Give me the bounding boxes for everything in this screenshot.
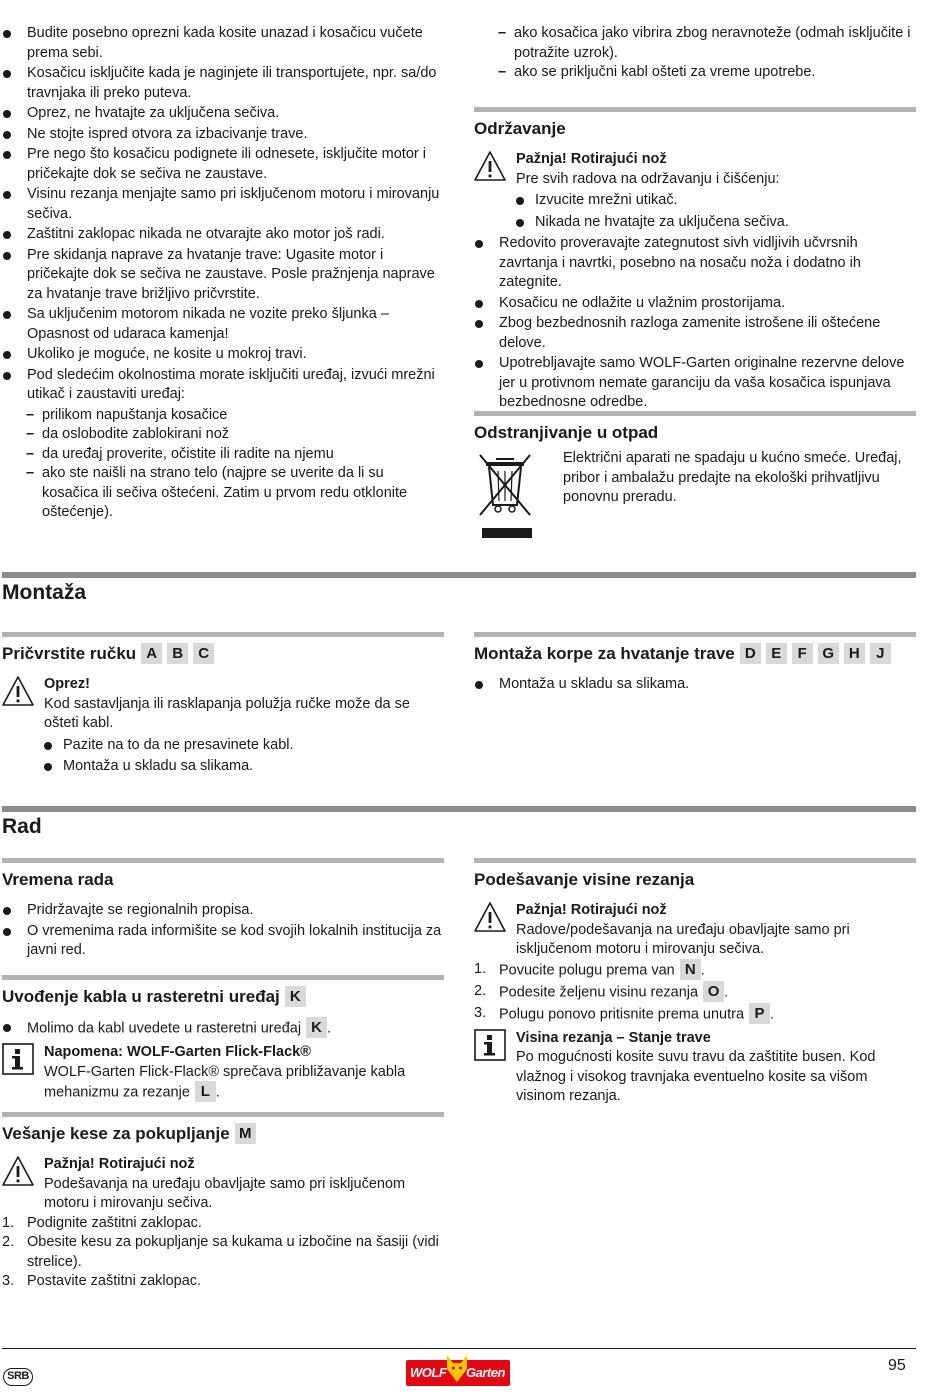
step-text: Postavite zaštitni zaklopac. — [27, 1273, 202, 1290]
warning-triangle-icon — [2, 675, 34, 707]
page-number: 95 — [888, 1357, 906, 1374]
dash-item: – da uređaj proverite, očistite ili radite na njemu — [2, 445, 444, 465]
crossed-bin-icon — [476, 451, 534, 541]
warning-triangle-icon — [474, 901, 506, 933]
figure-badge: K — [306, 1017, 327, 1038]
dash-item: – prilikom napuštanja kosačice — [2, 406, 444, 426]
section-title: Odstranjivanje u otpad — [474, 423, 659, 442]
step-text: Polugu ponovo pritisnite prema unutra — [499, 1005, 745, 1022]
figure-badge: B — [167, 643, 188, 664]
note-text: Po mogućnosti kosite suvu travu da zaštitite busen. Kod vlažnog i visokog travnjaka eventuelno kosite sa višom visinom rezanja. — [516, 1049, 876, 1104]
note-title: Visina rezanja – Stanje trave — [516, 1029, 711, 1046]
figure-badge: E — [766, 643, 787, 664]
section-title — [474, 643, 916, 665]
section-title: Vremena rada — [2, 870, 114, 889]
step-item — [2, 1233, 444, 1272]
section-title-text: Vešanje kese za pokupljanje — [2, 1124, 230, 1143]
list-item: Nikada ne hvatajte za uključena sečiva. — [474, 213, 916, 233]
section-title — [2, 986, 444, 1008]
list-item: Zaštitni zaklopac nikada ne otvarajte ako motor još radi. — [2, 225, 444, 245]
disposal-text: Električni aparati ne spadaju u kućno smeće. Uređaj, pribor i ambalažu predajte na ekološki prihvatljivu ponovnu preradu. — [563, 450, 902, 505]
safety-list-left — [2, 24, 444, 523]
section-divider — [474, 411, 916, 416]
step-item — [2, 1272, 444, 1292]
section-title — [2, 1123, 444, 1145]
section-title: Održavanje — [474, 119, 566, 138]
figure-badge: N — [680, 959, 701, 980]
section-title — [2, 643, 444, 665]
list-item: Oprez, ne hvatajte za uključena sečiva. — [2, 104, 444, 124]
step-text: Povucite polugu prema van — [499, 961, 675, 978]
maintenance-section — [474, 107, 916, 414]
figure-badge: C — [193, 643, 214, 664]
step-number: 3. — [2, 1273, 15, 1290]
section-divider — [2, 858, 444, 863]
figure-badge: M — [235, 1123, 256, 1144]
warning-note — [474, 901, 916, 960]
info-icon — [2, 1043, 34, 1075]
figure-badge: F — [792, 643, 813, 664]
step-item: 3. Polugu ponovo pritisnite prema unutra P . — [474, 1004, 775, 1022]
logo-text-garten: Garten — [466, 1365, 505, 1380]
list-item: Pridržavajte se regionalnih propisa. — [2, 901, 444, 921]
section-divider — [2, 1112, 444, 1117]
figure-badge: J — [870, 643, 891, 664]
list-item: Zbog bezbednosnih razloga zamenite istrošene ili oštećene delove. — [474, 314, 916, 353]
step-item: 1. Povucite polugu prema van N . — [474, 960, 705, 978]
step-number: 3. — [474, 1004, 487, 1021]
list-item: Ne stojte ispred otvora za izbacivanje trave. — [2, 125, 444, 145]
list-item: Kosačicu ne odlažite u vlažnim prostorijama. — [474, 294, 916, 314]
list-item: Upotrebljavajte samo WOLF-Garten originalne rezervne delove jer u protivnom nemate garanciju da vaša kosačica ispunjava bezbednosne odredbe. — [474, 354, 916, 413]
figure-badge: L — [195, 1081, 216, 1102]
list-item: Budite posebno oprezni kada kosite unazad i kosačicu vučete prema sebi. — [2, 24, 444, 63]
caution-title: Oprez! — [44, 676, 90, 693]
language-badge: SRB — [3, 1368, 33, 1386]
work-times-section — [2, 858, 444, 962]
section-title: Podešavanje visine rezanja — [474, 870, 695, 889]
section-divider — [474, 107, 916, 112]
chapter-title: Rad — [2, 815, 42, 838]
info-icon — [474, 1029, 506, 1061]
list-item: Pazite na to da ne presavinete kabl. — [2, 736, 444, 756]
note-text: WOLF-Garten Flick-Flack® sprečava približavanje kabla mehanizmu za rezanje L . — [44, 1063, 406, 1101]
list-item: Izvucite mrežni utikač. — [474, 191, 916, 211]
note-text-body: WOLF-Garten Flick-Flack® sprečava približavanje kabla mehanizmu za rezanje — [44, 1063, 406, 1101]
list-item-text: Molimo da kabl uvedete u rasteretni uređaj — [27, 1020, 302, 1037]
list-item: Montaža u skladu sa slikama. — [474, 675, 916, 695]
step-item — [2, 1214, 444, 1234]
step-number: 1. — [474, 960, 487, 977]
section-divider — [474, 632, 916, 637]
warning-title: Pažnja! Rotirajući nož — [516, 902, 667, 918]
warning-triangle-icon — [474, 150, 506, 182]
footer-divider — [2, 1348, 916, 1349]
warning-title: Pažnja! Rotirajući nož — [44, 1156, 195, 1173]
section-divider — [2, 975, 444, 980]
warning-note — [2, 1155, 444, 1214]
dash-item: – ako kosačica jako vibrira zbog neravnoteže (odmah isključite i potražite uzrok). — [474, 24, 916, 63]
list-item: Kosačicu isključite kada je naginjete ili transportujete, npr. sa/do travnjaka ili preko puteva. — [2, 64, 444, 103]
list-item: Ukoliko je moguće, ne kosite u mokroj travi. — [2, 345, 444, 365]
step-number: 2. — [2, 1234, 15, 1251]
figure-badge: D — [740, 643, 761, 664]
section-title-text: Pričvrstite ručku — [2, 644, 137, 663]
list-item: Visinu rezanja menjajte samo pri isključenom motoru i mirovanju sečiva. — [2, 185, 444, 224]
warning-note — [474, 150, 916, 189]
warning-text: Radove/podešavanja na uređaju obavljajte samo pri isključenom motoru i mirovanju sečiva. — [516, 921, 850, 957]
warning-text: Pre svih radova na održavanju i čišćenju: — [516, 170, 780, 187]
figure-badge: K — [285, 986, 306, 1007]
section-divider — [474, 858, 916, 863]
disposal-section — [474, 411, 916, 505]
figure-badge: G — [818, 643, 839, 664]
warning-triangle-icon — [2, 1155, 34, 1187]
bag-section — [2, 1112, 444, 1292]
list-item: Montaža u skladu sa slikama. — [2, 757, 444, 777]
step-item: 2. Podesite željenu visinu rezanja O . — [474, 982, 729, 1000]
caution-note — [2, 675, 444, 734]
cutting-height-section — [474, 858, 916, 1107]
basket-section — [474, 632, 916, 696]
figure-badge: A — [141, 643, 162, 664]
list-item: Molimo da kabl uvedete u rasteretni uređaj K . — [2, 1018, 444, 1039]
section-title-text: Montaža korpe za hvatanje trave — [474, 644, 735, 663]
step-text: Obesite kesu za pokupljanje sa kukama u izbočine na šasiji (vidi strelice). — [27, 1234, 439, 1270]
cable-section — [2, 975, 444, 1103]
dash-item: – da oslobodite zablokirani nož — [2, 425, 444, 445]
list-item: Redovito proveravajte zategnutost sivh vidljivih učvrsnih zavrtanja i navrtki, posebno na nosaču noža i dodatno ih zategnite. — [474, 234, 916, 293]
list-item: Pre nego što kosačicu podignete ili odnesete, isključite motor i pričekajte dok se sečiva ne zaustave. — [2, 145, 444, 184]
dash-item: – ako ste naišli na strano telo (najpre se uverite da li su kosačica ili sečiva oštećeni. Zatim u prvom redu otklonite oštećenje). — [2, 464, 444, 523]
dash-item: – ako se priključni kabl ošteti za vreme upotrebe. — [474, 63, 916, 83]
warning-title: Pažnja! Rotirajući nož — [516, 151, 667, 167]
figure-badge: O — [703, 981, 724, 1002]
step-number: 2. — [474, 982, 487, 999]
list-item: Pod sledećim okolnostima morate isključiti uređaj, izvući mrežni utikač i zaustaviti uređaj: — [2, 366, 444, 405]
step-text: Podignite zaštitni zaklopac. — [27, 1214, 202, 1231]
list-item: Pre skidanja naprave za hvatanje trave: Ugasite motor i pričekajte dok se sečiva ne zaustave. Posle pražnjenja naprave za hvatanje trave brižljivo pričvrstite. — [2, 246, 444, 305]
info-note — [474, 1029, 916, 1107]
step-number: 1. — [2, 1214, 15, 1231]
warning-text: Podešavanja na uređaju obavljajte samo pri isključenom motoru i mirovanju sečiva. — [44, 1175, 406, 1212]
list-item: Sa uključenim motorom nikada ne vozite preko šljunka – Opasnost od udaraca kamenja! — [2, 305, 444, 344]
figure-badge: H — [844, 643, 865, 664]
chapter-title: Montaža — [2, 581, 86, 604]
step-text: Podesite željenu visinu rezanja — [499, 983, 699, 1000]
safety-list-right — [474, 24, 916, 83]
logo-text-wolf: WOLF — [410, 1365, 447, 1380]
list-item: O vremenima rada informišite se kod svojih lokalnih institucija za javni red. — [2, 922, 444, 961]
figure-badge: P — [749, 1003, 770, 1024]
info-note — [2, 1043, 444, 1103]
chapter-divider — [2, 806, 916, 812]
caution-text: Kod sastavljanja ili rasklapanja polužja ručke može da se ošteti kabl. — [44, 695, 410, 732]
section-title-text: Uvođenje kabla u rasteretni uređaj — [2, 987, 280, 1006]
note-title: Napomena: WOLF-Garten Flick-Flack® — [44, 1044, 311, 1061]
brand-logo — [406, 1355, 510, 1387]
section-divider — [2, 632, 444, 637]
handle-section — [2, 632, 444, 779]
chapter-divider — [2, 572, 916, 578]
